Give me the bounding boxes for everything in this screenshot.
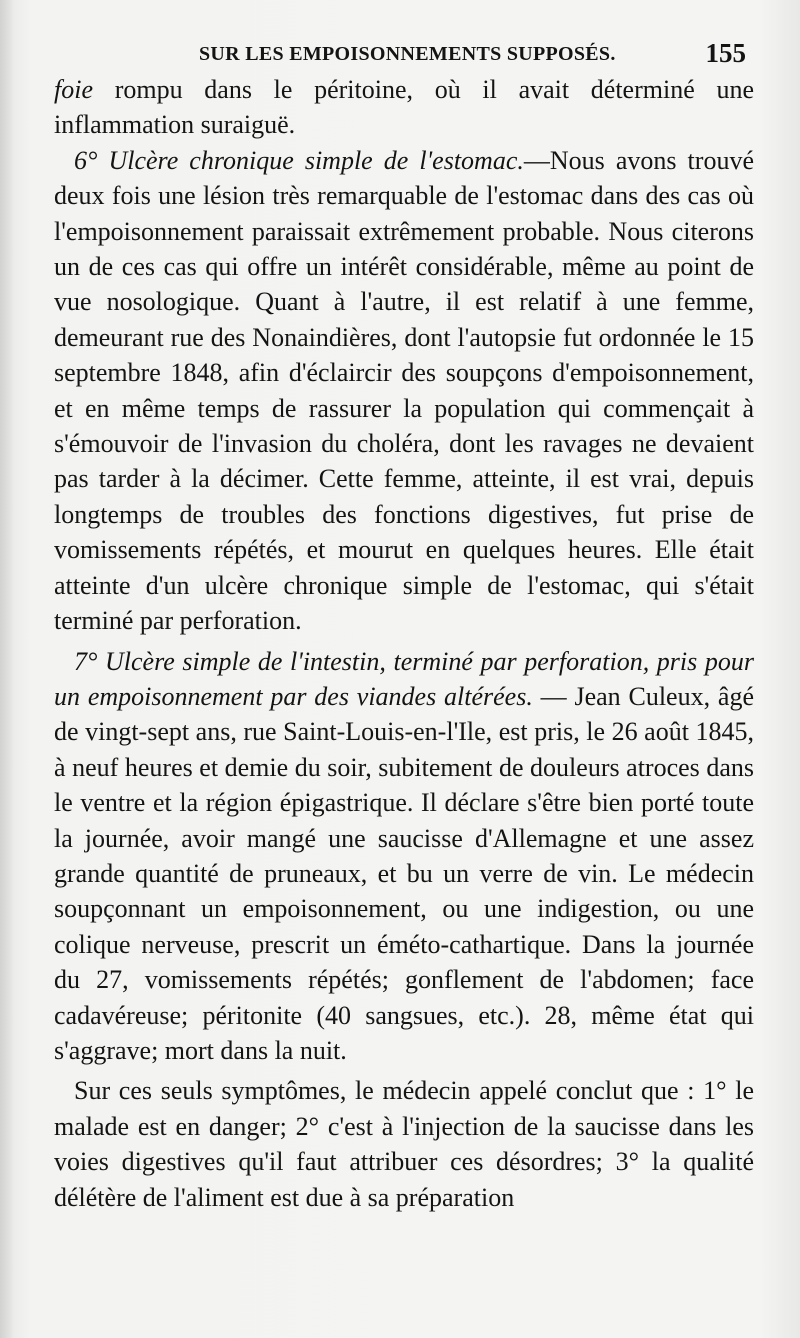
running-header (54, 40, 754, 74)
page-number: 155 (705, 38, 746, 68)
paragraph-conclusion (54, 1073, 754, 1215)
paragraph-gastric-ulcer (54, 143, 754, 639)
running-title: SUR LES EMPOISONNEMENTS SUPPOSÉS. (199, 43, 616, 65)
paragraph-text: — Jean Culeux, âgé de vingt-sept ans, rue Saint-Louis-en-l'Ile, est pris, le 26 août 1845, à neuf heures et demie du soir, subitement de douleurs atroces dans le ventre et la région épigastrique. Il déclare s'être bien porté toute la journée, avoir mangé une saucisse d'Allemagne et une assez grande quantité de pruneaux, et bu un verre de vin. Le médecin soupçonnant un empoisonnement, ou une indigestion, ou une colique nerveuse, prescrit un éméto-cathartique. Dans la journée du 27, vomissements répétés; gonflement de l'abdomen; face cadavéreuse; péritonite (40 sangsues, etc.). 28, même état qui s'aggrave; mort dans la nuit. (54, 681, 754, 1065)
paragraph-intestinal-ulcer (54, 644, 754, 1069)
section-heading-gastric-ulcer: 6° Ulcère chronique simple de l'estomac. (74, 145, 524, 175)
paragraph-text: —Nous avons trouvé deux fois une lésion très remarquable de l'estomac dans des cas où l'empoisonnement paraissait extrêmement probable. Nous citerons un de ces cas qui offre un intérêt considérable, même au point de vue nosologique. Quant à l'autre, il est relatif à une femme, demeurant rue des Nonaindières, dont l'autopsie fut ordonnée le 15 septembre 1848, afin d'éclaircir des soupçons d'empoisonnement, et en même temps de rassurer la population qui commençait à s'émouvoir de l'invasion du choléra, dont les ravages ne devaient pas tarder à la décimer. Cette femme, atteinte, il est vrai, depuis longtemps de troubles des fonctions digestives, fut prise de vomissements répétés, et mourut en quelques heures. Elle était atteinte d'un ulcère chronique simple de l'estomac, qui s'était terminé par perforation. (54, 145, 754, 636)
paragraph-text: rompu dans le péritoine, où il avait déterminé une inflammation suraiguë. (54, 75, 754, 140)
paragraph-continuation (54, 72, 754, 143)
paragraph-lead-word: foie (54, 75, 93, 104)
section-heading-intestinal-ulcer: 7° Ulcère simple de l'intestin, terminé par perforation, pris pour un empoisonnement par des viandes altérées. (54, 646, 754, 711)
page-body (54, 72, 754, 1215)
paragraph-text: Sur ces seuls symptômes, le médecin appelé conclut que : 1° le malade est en danger; 2° c'est à l'injection de la saucisse dans les voies digestives qu'il faut attribuer ces désordres; 3° la qualité délétère de l'aliment est due à sa préparation (54, 1076, 754, 1212)
